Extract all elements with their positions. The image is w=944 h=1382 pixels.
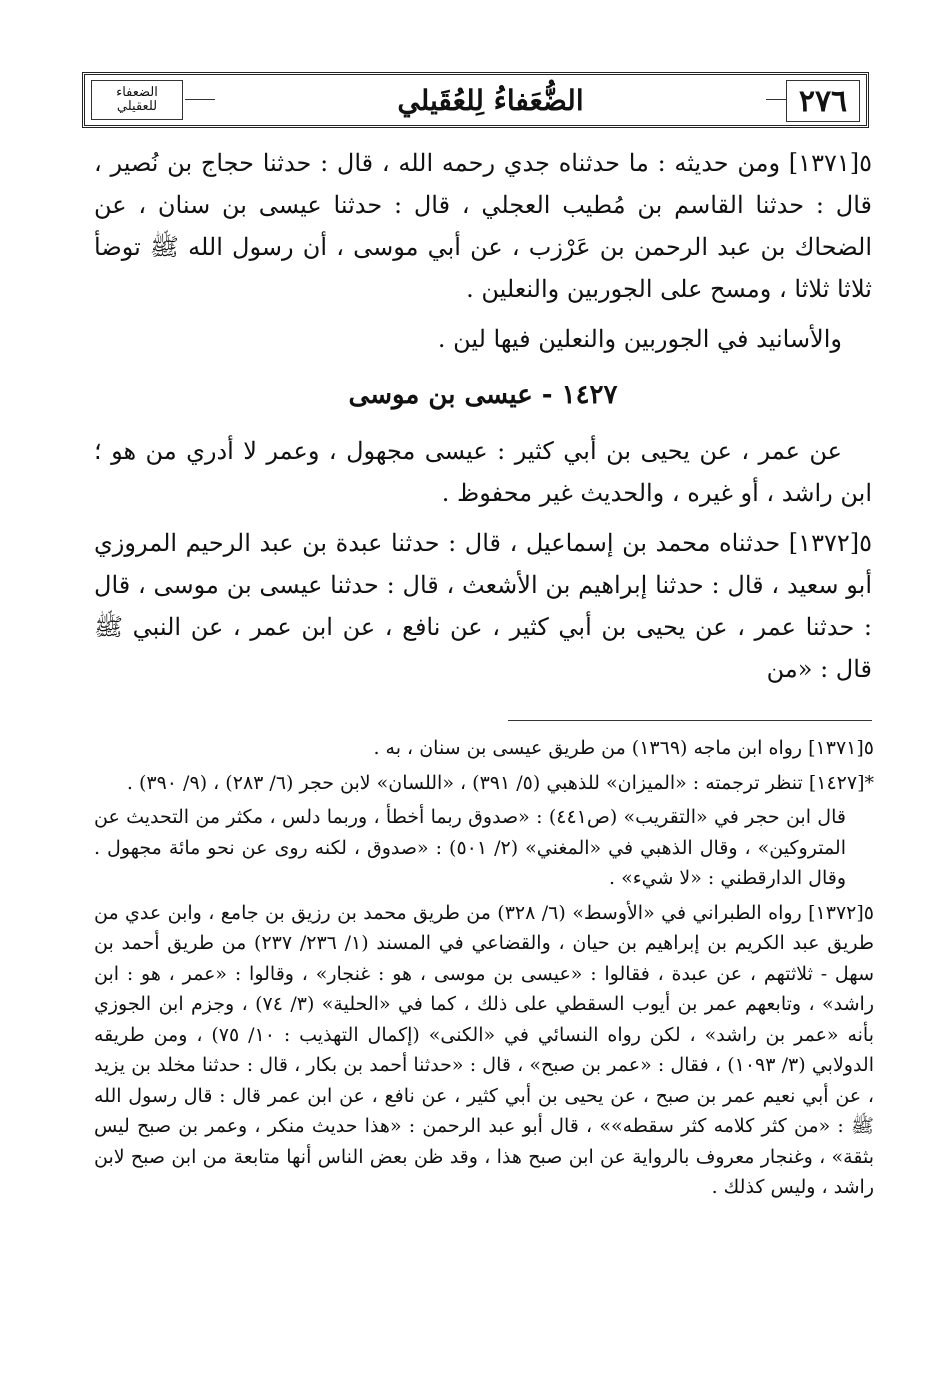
footnote-1372: ٥[١٣٧٢] رواه الطبراني في «الأوسط» (٦/ ٣٢٨) من طريق محمد بن رزيق بن جامع ، وابن عدي من طريق عبد الكريم بن إبراهيم بن حيان ، والقضاعي في المسند (١/ ٢٣٦/ ٢٣٧) من طريق أحمد بن سهل - ثلاثتهم ، عن عبدة ، فقالوا : «عيسى بن موسى ، هو : غنجار» ، وقالوا : «عمر ، هو : ابن راشد» ، وتابعهم عمر بن أيوب السقطي على ذلك ، كما في «الحلية» (٣/ ٧٤) ، وجزم ابن الجوزي بأنه «عمر بن راشد» ، لكن رواه النسائي في «الكنى» (إكمال التهذيب : ١٠/ ٧٥) ، ومن طريقه الدولابي (٣/ ١٠٩٣) ، فقال : «عمر بن صبح» ، قال : «حدثنا أحمد بن بكار ، قال : حدثنا مخلد بن يزيد ، عن أبي نعيم عمر بن صبح ، عن يحيى بن أبي كثير ، عن نافع ، عن ابن عمر قال : قال رسول الله ﷺ : «من كثر كلامه كثر سقطه»» ، قال أبو عبد الرحمن : «هذا حديث منكر ، وعمر بن صبح ليس بثقة» ، وغنجار معروف بالرواية عن ابن صبح هذا ، وقد ظن بعض الناس أنها متابعة من ابن صبح لابن راشد ، وليس كذلك .	[94, 901, 874, 1198]
hadith-1372: ٥[١٣٧٢] حدثناه محمد بن إسماعيل ، قال : حدثنا عبدة بن عبد الرحيم المروزي أبو سعيد ، قال : حدثنا إبراهيم بن الأشعث ، قال : حدثنا عيسى بن موسى ، قال : حدثنا عمر ، عن يحيى بن أبي كثير ، عن نافع ، عن ابن عمر ، عن النبي ﷺ قال : «من	[94, 529, 873, 683]
page-number: ٢٧٦	[786, 80, 860, 122]
footnotes	[94, 733, 874, 1207]
page-header	[82, 72, 869, 128]
footnote-1371: ٥[١٣٧١] رواه ابن ماجه (١٣٦٩) من طريق عيسى بن سنان ، به .	[373, 737, 874, 759]
hadith-1371: ٥[١٣٧١] ومن حديثه : ما حدثناه جدي رحمه الله ، قال : حدثنا حجاج بن نُصير ، قال : حدثنا القاسم بن مُطيب العجلي ، قال : حدثنا عيسى بن سنان ، عن الضحاك بن عبد الرحمن بن عَرْزب ، عن أبي موسى ، أن رسول الله ﷺ توضأ ثلاثا ثلاثا ، ومسح على الجوربين والنعلين .	[94, 149, 872, 303]
header-rule-left	[185, 99, 215, 100]
book-title: الضُّعَفاءُ لِلعُقَيلي	[397, 83, 584, 117]
footnote-divider	[508, 720, 872, 721]
entry-title: ١٤٢٧ - عيسى بن موسى	[348, 380, 618, 410]
footnote-1427-continued: قال ابن حجر في «التقريب» (ص٤٤١) : «صدوق ربما أخطأ ، وربما دلس ، مكثر من التحديث عن المتروكين» ، وقال الذهبي في «المغني» (٢/ ٥٠١) : «صدوق ، لكنه روى عن نحو مائة مجهول . وقال الدارقطني : «لا شيء» .	[94, 806, 846, 889]
entry-description: عن عمر ، عن يحيى بن أبي كثير : عيسى مجهول ، وعمر لا أدري من هو ؛ ابن راشد ، أو غيره ، والحديث غير محفوظ .	[94, 437, 872, 507]
comment-asanid: والأسانيد في الجوربين والنعلين فيها لين .	[437, 325, 842, 353]
book-emblem: الضعفاء للعقيلي	[91, 80, 183, 120]
header-rule-right	[766, 99, 786, 100]
footnote-1427: *[١٤٢٧] تنظر ترجمته : «الميزان» للذهبي (٥/ ٣٩١) ، «اللسان» لابن حجر (٦/ ٢٨٣) ، (٩/ ٣٩٠) .	[126, 771, 874, 794]
main-text	[94, 142, 872, 698]
